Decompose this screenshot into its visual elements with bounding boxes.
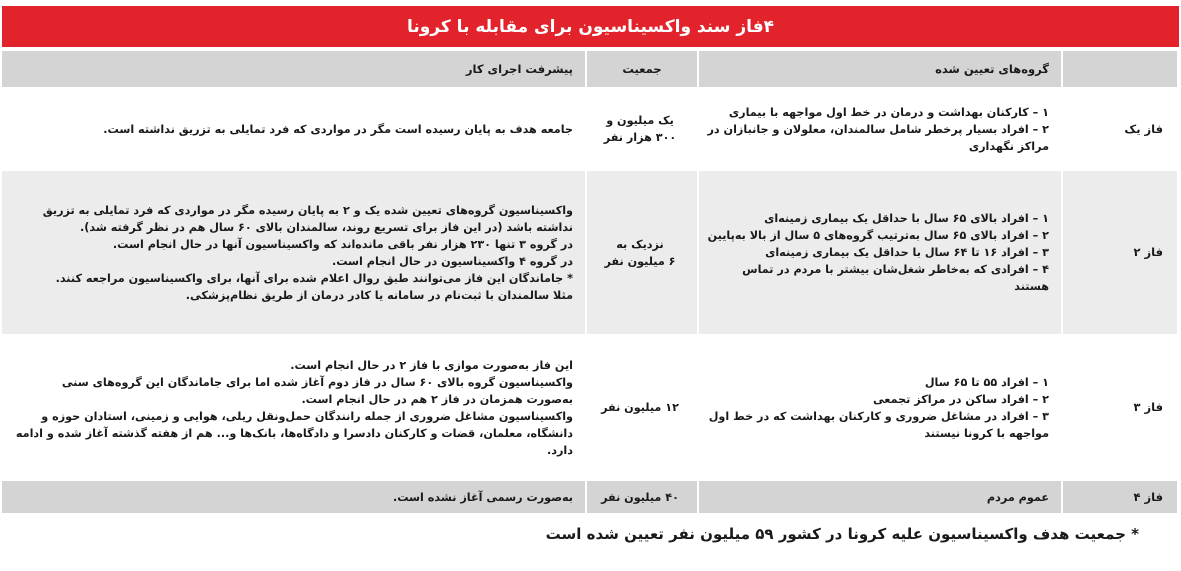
population-cell [586, 335, 698, 480]
group-line: ۱ – افراد ۵۵ تا ۶۵ سال [924, 375, 1049, 389]
population-line: ۳۰۰ هزار نفر [603, 131, 677, 144]
progress-line: جامعه هدف به پایان رسیده است مگر در مواردی که فرد تمایلی به تزریق نداشته است. [103, 122, 573, 136]
header-progress: پیشرفت اجرای کار [1, 50, 586, 88]
group-line: ۱ – افراد بالای ۶۵ سال با حداقل یک بیماری زمینه‌ای [764, 212, 1049, 225]
phases-table [0, 49, 1179, 515]
progress-line: در گروه ۳ تنها ۲۳۰ هزار نفر باقی مانده‌اند که واکسیناسیون آنها در حال انجام است. [112, 237, 573, 251]
population-line: ۱۲ میلیون نفر [601, 401, 679, 414]
progress-cell [1, 88, 586, 170]
header-phase [1062, 50, 1178, 88]
header-groups: گروه‌های تعیین شده [698, 50, 1062, 88]
phase-cell: فاز یک [1062, 88, 1178, 170]
progress-line: در گروه ۴ واکسیناسیون در حال انجام است. [331, 254, 573, 268]
vaccination-table-figure [2, 6, 1179, 515]
population-cell [586, 88, 698, 170]
table-row [1, 480, 1178, 514]
progress-cell [1, 335, 586, 480]
groups-cell [698, 88, 1062, 170]
progress-cell [1, 480, 586, 514]
phase-cell: فاز ۳ [1062, 335, 1178, 480]
table-title: ۴فاز سند واکسیناسیون برای مقابله با کرونا [2, 6, 1179, 49]
progress-line: واکسیناسیون گروه بالای ۶۰ سال در فاز دوم آغاز شده اما برای جاماندگان این گروه‌های سنی به‌صورت همزمان در فاز ۲ هم در حال انجام است. [61, 375, 573, 406]
header-row [1, 50, 1178, 88]
population-line: یک میلیون و [606, 114, 674, 127]
group-line: ۳ – افراد در مشاغل ضروری و کارکنان بهداشت که در خط اول مواجهه با کرونا نیستند [708, 409, 1049, 440]
groups-cell [698, 335, 1062, 480]
group-line: ۳ – افراد ۱۶ تا ۶۴ سال با حداقل یک بیماری زمینه‌ای [765, 246, 1049, 259]
group-line: ۲ – افراد بالای ۶۵ سال به‌ترتیب گروه‌های ۵ سال از بالا به‌پایین [707, 229, 1049, 242]
footnote: * جمعیت هدف واکسیناسیون علیه کرونا در کشور ۵۹ میلیون نفر تعیین شده است [545, 525, 1139, 543]
phase-cell: فاز ۲ [1062, 170, 1178, 335]
group-line: عموم مردم [986, 490, 1049, 504]
population-line: ۶ میلیون نفر [604, 254, 676, 268]
table-row [1, 88, 1178, 170]
population-cell [586, 480, 698, 514]
progress-line: * جاماندگان این فاز می‌توانند طبق روال اعلام شده برای آنها، برای واکسیناسیون مراجعه کنند. [55, 271, 573, 285]
progress-line: واکسیناسیون گروه‌های تعیین شده یک و ۲ به پایان رسیده مگر در مواردی که فرد تمایلی به تزریق نداشته باشد (در این فاز برای تسریع روند، سالمندان بالای ۶۰ سال هم در نظر گرفته شد). [42, 203, 573, 234]
table-row [1, 170, 1178, 335]
progress-line: مثلا سالمندان با ثبت‌نام در سامانه یا کادر درمان از طریق نظام‌پزشکی. [185, 288, 573, 302]
progress-line: به‌صورت رسمی آغاز نشده است. [392, 490, 573, 504]
group-line: ۲ – افراد بسیار پرخطر شامل سالمندان، معلولان و جانبازان در مراکز نگهداری [707, 122, 1049, 153]
population-line: ۴۰ میلیون نفر [601, 490, 679, 504]
groups-cell [698, 480, 1062, 514]
progress-cell [1, 170, 586, 335]
group-line: ۴ – افرادی که به‌خاطر شغل‌شان بیشتر با مردم در تماس هستند [742, 263, 1049, 293]
header-population: جمعیت [586, 50, 698, 88]
progress-line: واکسیناسیون مشاغل ضروری از جمله رانندگان حمل‌ونقل ریلی، هوایی و زمینی، استادان حوزه و دانشگاه، معلمان، قضات و کارکنان دادسرا و دادگاه‌ها، بانک‌ها و... هم از هفته گذشته آغاز شده و ادامه دارد. [15, 409, 573, 457]
population-line: نزدیک به [616, 237, 664, 251]
group-line: ۱ – کارکنان بهداشت و درمان در خط اول مواجهه با بیماری [728, 105, 1049, 119]
groups-cell [698, 170, 1062, 335]
phase-cell: فاز ۴ [1062, 480, 1178, 514]
population-cell [586, 170, 698, 335]
progress-line: این فاز به‌صورت موازی با فاز ۲ در حال انجام است. [290, 358, 573, 372]
group-line: ۲ – افراد ساکن در مراکز تجمعی [872, 392, 1049, 406]
table-row [1, 335, 1178, 480]
